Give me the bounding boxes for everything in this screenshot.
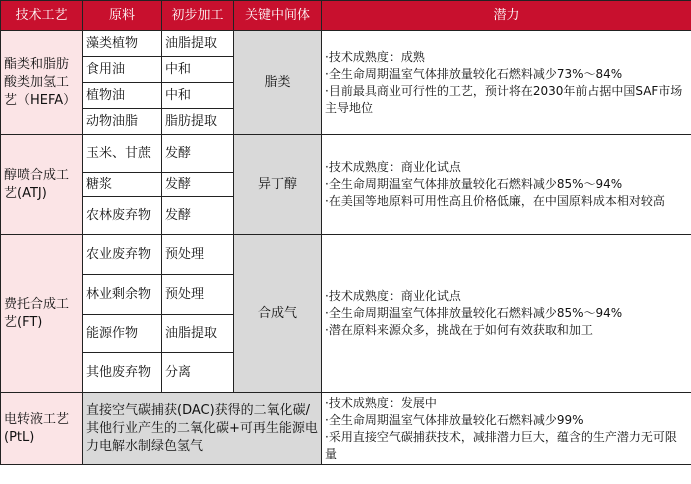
potential-ft [322, 235, 691, 393]
potential-line: ·全生命周期温室气体排放量较化石燃料减少73%～84% [325, 66, 623, 81]
intermediate-lipids: 脂类 [234, 31, 322, 135]
processing-cell: 脂肪提取 [162, 109, 234, 135]
potential-atj [322, 135, 691, 235]
potential-ptl [322, 393, 691, 465]
processing-cell: 发酵 [162, 197, 234, 235]
potential-line: ·技术成熟度：商业化试点 [325, 160, 461, 174]
header-potential: 潜力 [322, 1, 691, 31]
feedstock-cell: 农林废弃物 [83, 197, 162, 235]
header-row [1, 1, 691, 31]
feedstock-cell: 农业废弃物 [83, 235, 162, 275]
processing-cell: 分离 [162, 353, 234, 393]
table-row [1, 31, 691, 57]
feedstock-cell: 植物油 [83, 83, 162, 109]
processing-cell: 油脂提取 [162, 315, 234, 353]
potential-line: ·技术成熟度：商业化试点 [325, 289, 461, 303]
process-atj: 醇喷合成工艺(ATJ) [1, 135, 83, 235]
processing-cell: 发酵 [162, 135, 234, 173]
intermediate-isobutanol: 异丁醇 [234, 135, 322, 235]
feedstock-cell: 其他废弃物 [83, 353, 162, 393]
processing-cell: 发酵 [162, 173, 234, 197]
potential-line: ·技术成熟度：成熟 [325, 49, 425, 64]
potential-line: ·采用直接空气碳捕获技术，减排潜力巨大，蕴含的生产潜力无可限量 [325, 429, 677, 461]
process-ptl: 电转液工艺(PtL) [1, 393, 83, 465]
potential-line: ·潜在原料来源众多，挑战在于如何有效获取和加工 [325, 323, 593, 337]
processing-cell: 预处理 [162, 235, 234, 275]
processing-cell: 油脂提取 [162, 31, 234, 57]
table-row [1, 235, 691, 275]
potential-hefa [322, 31, 691, 135]
header-key-intermediate: 关键中间体 [234, 1, 322, 31]
processing-cell: 中和 [162, 83, 234, 109]
feedstock-cell: 藻类植物 [83, 31, 162, 57]
process-hefa: 酯类和脂肪酸类加氢工艺（HEFA） [1, 31, 83, 135]
header-process: 技术工艺 [1, 1, 83, 31]
process-ft: 费托合成工艺(FT) [1, 235, 83, 393]
feedstock-cell: 动物油脂 [83, 109, 162, 135]
feedstock-cell: 能源作物 [83, 315, 162, 353]
potential-line: ·全生命周期温室气体排放量较化石燃料减少85%～94% [325, 177, 623, 191]
table-row [1, 135, 691, 173]
feedstock-cell: 玉米、甘蔗 [83, 135, 162, 173]
header-feedstock: 原料 [83, 1, 162, 31]
intermediate-syngas: 合成气 [234, 235, 322, 393]
feedstock-cell: 林业剩余物 [83, 275, 162, 315]
processing-cell: 预处理 [162, 275, 234, 315]
header-initial-processing: 初步加工 [162, 1, 234, 31]
potential-line: ·全生命周期温室气体排放量较化石燃料减少99% [325, 412, 584, 427]
potential-line: ·目前最具商业可行性的工艺，预计将在2030年前占据中国SAF市场主导地位 [325, 83, 683, 115]
feedstock-cell: 糖浆 [83, 173, 162, 197]
ptl-feedstock-description: 直接空气碳捕获(DAC)获得的二氧化碳/其他行业产生的二氧化碳+可再生能源电力电解水制绿色氢气 [83, 393, 322, 465]
table-row [1, 393, 691, 465]
potential-line: ·在美国等地原料可用性高且价格低廉，在中国原料成本相对较高 [325, 194, 665, 208]
potential-line: ·全生命周期温室气体排放量较化石燃料减少85%～94% [325, 306, 623, 320]
potential-line: ·技术成熟度：发展中 [325, 395, 437, 410]
feedstock-cell: 食用油 [83, 57, 162, 83]
processing-cell: 中和 [162, 57, 234, 83]
